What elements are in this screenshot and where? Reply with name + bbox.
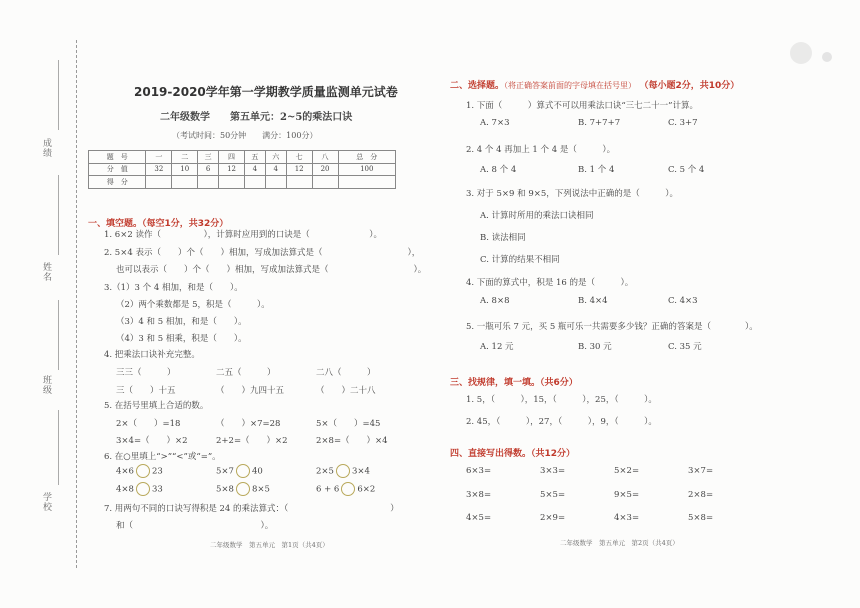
calc-item: 4×3= (614, 513, 640, 523)
option-c: C. 计算的结果不相同 (480, 255, 560, 265)
q6-item (116, 464, 163, 478)
scan-mark (822, 52, 832, 62)
score-cell[interactable] (244, 176, 265, 189)
score-cell: 三 (198, 151, 219, 164)
q6-item (216, 482, 270, 496)
question-1: 1. 6×2 读作（ ），计算时应用到的口诀是（ ）。 (104, 230, 382, 240)
score-table (88, 150, 396, 189)
side-label-class: 班级 (41, 375, 51, 395)
score-cell[interactable] (286, 176, 312, 189)
side-label-school: 学校 (41, 492, 51, 512)
margin-line (58, 175, 59, 255)
question-3b: （2）两个乘数都是 5，积是（ ）。 (116, 300, 270, 310)
score-table-row-header (89, 151, 396, 164)
score-cell: 4 (244, 163, 265, 176)
q4-item: 三三（ ） (116, 368, 176, 378)
calc-item: 4×5= (466, 513, 492, 523)
section-4-heading (450, 441, 575, 460)
q6-right: 8×5 (251, 484, 270, 495)
question-2b: 也可以表示（ ）个（ ）相加，写成加法算式是（ ）。 (116, 265, 427, 275)
option-a: A. 12 元 (480, 342, 514, 352)
question-7a: 7. 用两句不同的口诀写得积是 24 的乘法算式：（ ） (104, 504, 399, 514)
choice-question-3: 3. 对于 5×9 和 9×5，下列说法中正确的是（ ）。 (466, 189, 679, 199)
choice-question-4: 4. 下面的算式中，积是 16 的是（ ）。 (466, 278, 634, 288)
q6-left: 4×8 (116, 484, 134, 495)
option-a: A. 7×3 (480, 118, 510, 128)
score-cell: 100 (338, 163, 396, 176)
section-title: 三、找规律，填一填。 (450, 378, 541, 388)
q6-right: 40 (251, 466, 263, 477)
calc-item: 9×5= (614, 490, 640, 500)
score-cell: 总 分 (338, 151, 396, 164)
score-cell[interactable] (198, 176, 219, 189)
score-cell: 20 (312, 163, 338, 176)
question-7b: 和（ ）。 (116, 521, 274, 531)
q6-left: 5×8 (216, 484, 234, 495)
q6-item (216, 464, 263, 478)
calc-item: 5×5= (540, 490, 566, 500)
option-c: C. 35 元 (668, 342, 702, 352)
section-title: 四、直接写出得数。 (450, 449, 532, 459)
q6-left: 6 + 6 (316, 484, 340, 495)
calc-item: 2×8= (688, 490, 714, 500)
q4-item: （ ）二十八 (316, 386, 376, 396)
score-cell: 10 (172, 163, 198, 176)
question-2a: 2. 5×4 表示（ ）个（ ）相加，写成加法算式是（ ）， (104, 248, 421, 258)
score-cell: 二 (172, 151, 198, 164)
section-title: 二、选择题。 (450, 81, 505, 91)
score-cell: 12 (219, 163, 245, 176)
calc-item: 3×8= (466, 490, 492, 500)
answer-circle[interactable] (236, 464, 250, 478)
q5-item: 3×4=（ ）×2 (116, 436, 188, 446)
choice-question-2: 2. 4 个 4 再加上 1 个 4 是（ ）。 (466, 145, 616, 155)
exam-title: 2019-2020学年第一学期教学质量监测单元试卷 (134, 85, 398, 99)
q6-left: 2×5 (316, 466, 334, 477)
option-a: A. 计算时所用的乘法口诀相同 (480, 211, 594, 221)
scan-mark (790, 42, 812, 64)
option-b: B. 30 元 (578, 342, 612, 352)
q4-item: 二五（ ） (216, 368, 276, 378)
option-a: A. 8 个 4 (480, 165, 517, 175)
section-2-heading (450, 73, 739, 92)
score-cell[interactable] (338, 176, 396, 189)
q6-right: 6×2 (357, 484, 376, 495)
exam-subtitle: 二年级数学 第五单元：2~5的乘法口诀 (160, 112, 353, 123)
q6-right: 33 (151, 484, 163, 495)
answer-circle[interactable] (136, 482, 150, 496)
q5-item: 5×（ ）=45 (316, 419, 381, 429)
binding-line (76, 40, 77, 568)
score-cell[interactable] (172, 176, 198, 189)
score-cell[interactable] (312, 176, 338, 189)
calc-item: 6×3= (466, 466, 492, 476)
option-b: B. 4×4 (578, 296, 608, 306)
pattern-question-2: 2. 45，（ ），27，（ ），9，（ ）。 (466, 417, 657, 427)
calc-item: 5×2= (614, 466, 640, 476)
answer-circle[interactable] (336, 464, 350, 478)
section-note: （将正确答案前面的字母填在括号里） (504, 81, 637, 90)
score-cell: 分 值 (89, 163, 146, 176)
margin-line (58, 60, 59, 130)
section-points: （共6分） (540, 378, 578, 388)
margin-line (58, 300, 59, 370)
section-points: （每空1分，共32分） (142, 219, 229, 229)
calc-item: 5×8= (688, 513, 714, 523)
section-points: （共12分） (531, 449, 576, 459)
score-cell: 七 (286, 151, 312, 164)
q6-right: 23 (151, 466, 163, 477)
score-cell: 题 号 (89, 151, 146, 164)
question-6: 6. 在○里填上“>”“<”或“=”。 (104, 452, 221, 462)
exam-info: （考试时间：50分钟 满分：100分） (172, 131, 318, 140)
side-label-name: 姓名 (41, 262, 51, 282)
option-b: B. 读法相同 (480, 233, 526, 243)
score-cell: 4 (265, 163, 286, 176)
side-label-score: 成绩 (41, 138, 51, 158)
section-points: （每小题2分，共10分） (644, 81, 740, 91)
q6-left: 4×6 (116, 466, 134, 477)
score-cell[interactable] (219, 176, 245, 189)
choice-question-5: 5. 一瓶可乐 7 元，买 5 瓶可乐一共需要多少钱？正确的答案是（ ）。 (466, 322, 758, 332)
score-cell: 八 (312, 151, 338, 164)
page-footer: 二年级数学 第五单元 第2页（共4页） (560, 539, 679, 547)
q4-item: 二八（ ） (316, 368, 376, 378)
question-5: 5. 在括号里填上合适的数。 (104, 401, 209, 411)
q6-item (316, 482, 375, 496)
q4-item: 三（ ）十五 (116, 386, 176, 396)
score-cell[interactable] (265, 176, 286, 189)
q5-item: 2×8=（ ）×4 (316, 436, 388, 446)
calc-item: 2×9= (540, 513, 566, 523)
answer-circle[interactable] (136, 464, 150, 478)
score-cell[interactable] (146, 176, 172, 189)
q5-item: （ ）×7=28 (216, 419, 281, 429)
question-3c: （3）4 和 5 相加，和是（ ）。 (116, 317, 247, 327)
score-cell: 一 (146, 151, 172, 164)
q6-left: 5×7 (216, 466, 234, 477)
q4-item: （ ）九四十五 (216, 386, 285, 396)
option-c: C. 3+7 (668, 118, 698, 128)
answer-circle[interactable] (341, 482, 355, 496)
score-cell: 六 (265, 151, 286, 164)
score-table-row-points (89, 176, 396, 189)
score-cell: 12 (286, 163, 312, 176)
choice-question-1: 1. 下面（ ）算式不可以用乘法口诀“三七二十一”计算。 (466, 101, 699, 111)
option-b: B. 7+7+7 (578, 118, 621, 128)
margin-line (58, 410, 59, 485)
option-b: B. 1 个 4 (578, 165, 615, 175)
q5-item: 2+2=（ ）×2 (216, 436, 288, 446)
question-3d: （4）3 和 5 相乘，积是（ ）。 (116, 334, 247, 344)
option-c: C. 5 个 4 (668, 165, 705, 175)
option-a: A. 8×8 (480, 296, 510, 306)
q6-right: 3×4 (351, 466, 370, 477)
pattern-question-1: 1. 5，（ ），15，（ ），25，（ ）。 (466, 395, 657, 405)
section-title: 一、填空题。 (88, 219, 143, 229)
score-cell: 得 分 (89, 176, 146, 189)
page-footer: 二年级数学 第五单元 第1页（共4页） (210, 541, 329, 549)
question-3a: 3.（1）3 个 4 相加，和是（ ）。 (104, 283, 243, 293)
option-c: C. 4×3 (668, 296, 698, 306)
q6-item (116, 482, 163, 496)
q5-item: 2×（ ）=18 (116, 419, 181, 429)
calc-item: 3×7= (688, 466, 714, 476)
section-3-heading (450, 370, 578, 389)
score-cell: 6 (198, 163, 219, 176)
score-table-row-values (89, 163, 396, 176)
q6-item (316, 464, 370, 478)
score-cell: 五 (244, 151, 265, 164)
calc-item: 3×3= (540, 466, 566, 476)
question-4: 4. 把乘法口诀补充完整。 (104, 350, 200, 360)
score-cell: 四 (219, 151, 245, 164)
score-cell: 32 (146, 163, 172, 176)
answer-circle[interactable] (236, 482, 250, 496)
